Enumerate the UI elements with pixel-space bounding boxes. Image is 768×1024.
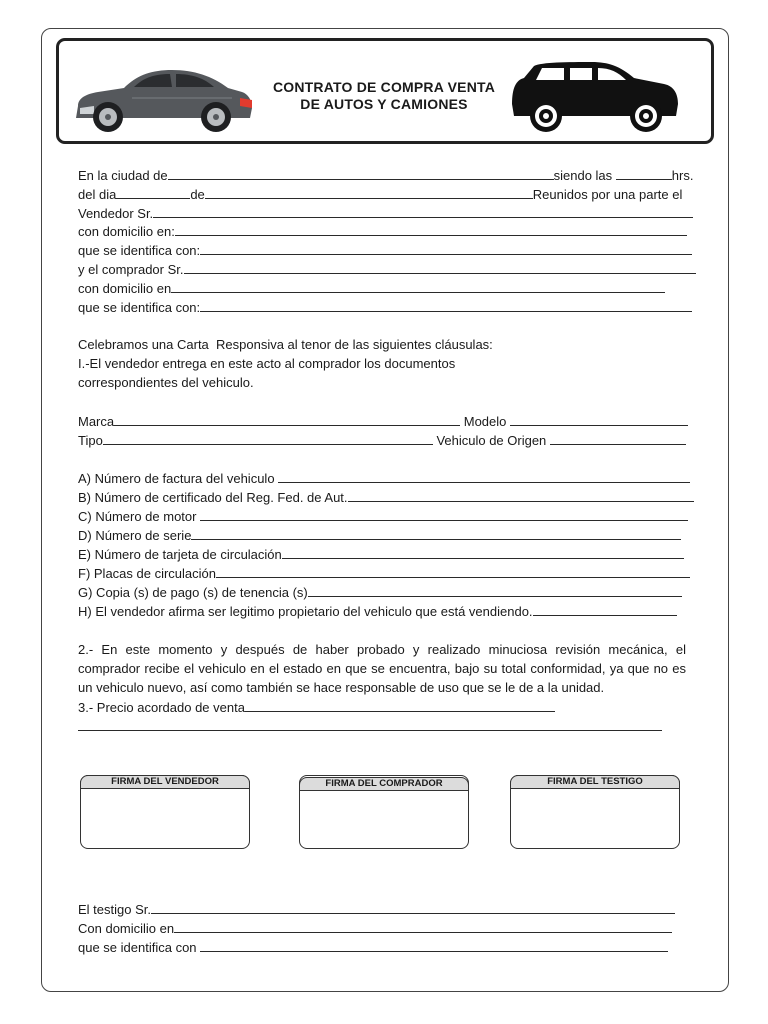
item-a-label: A) Número de factura del vehiculo [78,471,275,486]
buyer-signature-box[interactable] [299,775,469,849]
item-e [78,545,684,564]
item-g-field[interactable] [308,583,682,597]
time-field[interactable] [616,166,672,180]
origin-label: Vehiculo de Origen [436,433,547,448]
item-a [78,469,690,488]
seller-signature-box[interactable] [80,775,250,849]
item-d-field[interactable] [191,526,681,540]
item-h [78,602,677,621]
seller-name-field[interactable] [153,204,693,218]
buyer-line [78,260,696,279]
clause-3-line [78,698,555,717]
item-g [78,583,682,602]
title-line-2: DE AUTOS Y CAMIONES [300,96,468,112]
brand-label: Marca [78,414,115,429]
item-f-field[interactable] [216,564,690,578]
seller-signature-label: FIRMA DEL VENDEDOR [80,775,250,789]
item-a-field[interactable] [278,469,690,483]
month-field[interactable] [205,185,533,199]
item-f-label: F) Placas de circulación [78,566,216,581]
item-h-label: H) El vendedor afirma ser legitimo propietario del vehiculo que está vendiendo. [78,604,533,619]
city-line [78,166,693,185]
witness-signature-label: FIRMA DEL TESTIGO [510,775,680,789]
date-line [78,185,682,204]
witness-address-field[interactable] [174,919,672,933]
clause-2: 2.- En este momento y después de haber probado y realizado minuciosa revisión mecánica, el comprador recibe el vehiculo en el estado en que se encuentra, bajo su total conformidad, ya que no es un vehiculo nuevo, así como también se hace responsable de uso que se le de a la unidad. [78,642,686,695]
item-c-label: C) Número de motor [78,509,197,524]
type-origin-line [78,431,686,450]
city-field[interactable] [168,166,554,180]
buyer-address-field[interactable] [171,279,665,293]
title-line-1: CONTRATO DE COMPRA VENTA [272,79,496,95]
buyer-id-line [78,298,692,317]
item-b [78,488,694,507]
origin-field[interactable] [550,431,686,445]
seller-id-line [78,241,692,260]
witness-id-label: que se identifica con [78,940,197,955]
day-field[interactable] [116,185,190,199]
seller-line [78,204,693,223]
day-label: del dia [78,187,117,202]
witness-signature-box[interactable] [510,775,680,849]
item-b-label: B) Número de certificado del Reg. Fed. de Aut. [78,490,348,505]
suv-car-icon [508,58,680,136]
hours-label: hrs. [671,168,694,183]
item-f [78,564,690,583]
document-title [260,79,508,113]
brand-field[interactable] [114,412,460,426]
time-label: siendo las [553,168,613,183]
buyer-signature-label: FIRMA DEL COMPRADOR [299,777,469,791]
item-h-field[interactable] [533,602,677,616]
seller-address-line [78,222,687,241]
witness-address-label: Con domicilio en [78,921,175,936]
item-b-field[interactable] [348,488,694,502]
item-c [78,507,688,526]
intro-line-2: I.-El vendedor entrega en este acto al comprador los documentos [78,356,456,371]
type-label: Tipo [78,433,103,448]
seller-id-field[interactable] [200,241,692,255]
witness-address-line [78,919,672,938]
witness-name-field[interactable] [151,900,675,914]
intro-line-1: Celebramos una Carta Responsiva al tenor de las siguientes cláusulas: [78,337,493,352]
buyer-address-label: con domicilio en [78,281,172,296]
of-label: de [190,187,205,202]
buyer-label: y el comprador Sr. [78,262,184,277]
buyer-address-line [78,279,665,298]
buyer-name-field[interactable] [184,260,696,274]
item-c-field[interactable] [200,507,688,521]
seller-address-label: con domicilio en: [78,224,175,239]
sedan-car-icon [72,62,254,134]
clause-3-label: 3.- Precio acordado de venta [78,700,245,715]
buyer-id-label: que se identifica con: [78,300,201,315]
type-field[interactable] [103,431,433,445]
seller-id-label: que se identifica con: [78,243,201,258]
city-label: En la ciudad de [78,168,168,183]
price-continuation-line [78,717,662,736]
model-label: Modelo [463,414,507,429]
price-field-2[interactable] [78,717,662,731]
item-e-field[interactable] [282,545,684,559]
brand-model-line [78,412,688,431]
model-field[interactable] [510,412,688,426]
seller-address-field[interactable] [175,222,687,236]
witness-id-field[interactable] [200,938,668,952]
item-d [78,526,681,545]
buyer-id-field[interactable] [200,298,692,312]
meeting-label: Reunidos por una parte el [532,187,683,202]
witness-name-line [78,900,675,919]
intro-line-3: correspondientes del vehiculo. [78,375,254,390]
seller-label: Vendedor Sr. [78,206,154,221]
witness-name-label: El testigo Sr. [78,902,151,917]
item-g-label: G) Copia (s) de pago (s) de tenencia (s) [78,585,308,600]
witness-id-line [78,938,668,957]
item-d-label: D) Número de serie [78,528,192,543]
item-e-label: E) Número de tarjeta de circulación [78,547,282,562]
price-field[interactable] [245,698,555,712]
